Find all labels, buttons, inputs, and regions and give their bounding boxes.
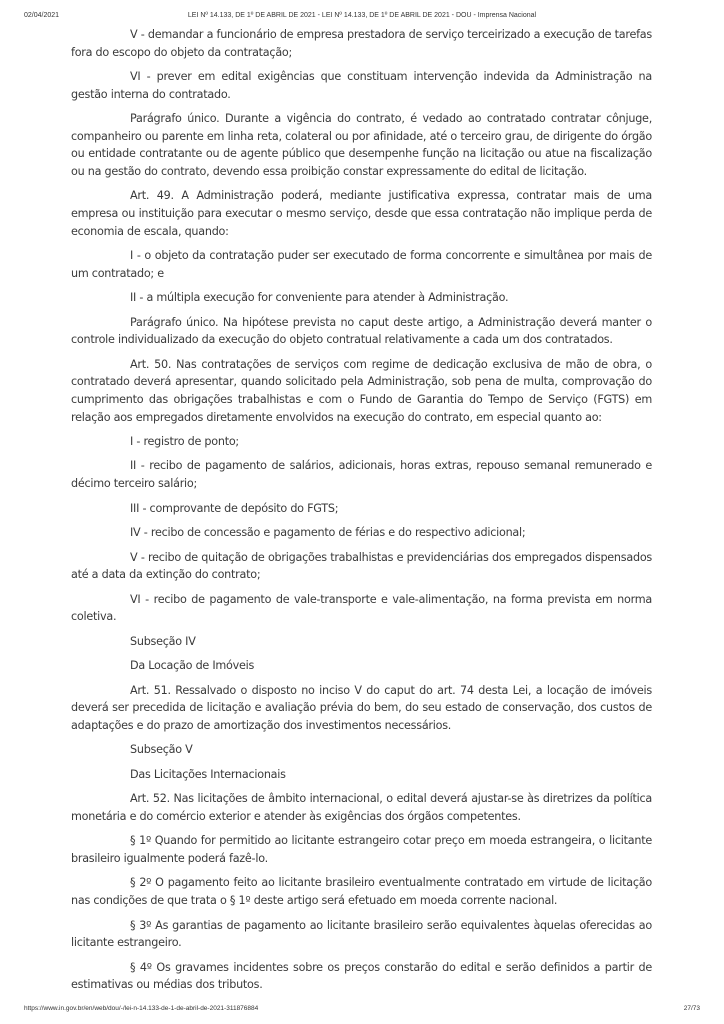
page-header-title: LEI Nº 14.133, DE 1º DE ABRIL DE 2021 - LEI Nº 14.133, DE 1º DE ABRIL DE 2021 - DOU - Imprensa Nacional — [187, 12, 537, 19]
paragraph: Art. 50. Nas contratações de serviços com regime de dedicação exclusiva de mão de obra, o contratado deverá apresentar, quando solicitado pela Administração, sob pena de multa, comprovação do cumprimento das obrigações trabalhistas e com o Fundo de Garantia do Tempo de Serviço (FGTS) em relação aos empregados diretamente envolvidos na execução do contrato, em especial quanto ao: — [71, 357, 652, 424]
paragraph: Parágrafo único. Na hipótese prevista no caput deste artigo, a Administração deverá manter o controle individualizado da execução do objeto contratual relativamente a cada um dos contratados. — [71, 315, 652, 347]
paragraph: § 1º Quando for permitido ao licitante estrangeiro cotar preço em moeda estrangeira, o licitante brasileiro igualmente poderá fazê-lo. — [71, 834, 652, 865]
paragraph: I - o objeto da contratação puder ser executado de forma concorrente e simultânea por mais de um contratado; e — [71, 249, 652, 280]
paragraph: III - comprovante de depósito do FGTS; — [130, 501, 339, 515]
page-number: 27/73 — [683, 1005, 700, 1012]
page-url: https://www.in.gov.br/en/web/dou/-/lei-n-14.133-de-1-de-abril-de-2021-311876884 — [24, 1005, 259, 1012]
paragraph: § 4º Os gravames incidentes sobre os preços constarão do edital e serão definidos a partir de estimativas ou médias dos tributos. — [71, 960, 652, 992]
subsection-title: Das Licitações Internacionais — [130, 767, 286, 781]
paragraph: Art. 52. Nas licitações de âmbito internacional, o edital deverá ajustar-se às diretrizes da política monetária e do comércio exterior e atender às exigências dos órgãos competentes. — [71, 792, 652, 823]
paragraph: Parágrafo único. Durante a vigência do contrato, é vedado ao contratado contratar cônjuge, companheiro ou parente em linha reta, colateral ou por afinidade, até o terceiro grau, de dirigente do órgão ou entidade contratante ou de agente público que desempenhe função na licitação ou atue na fiscalização ou na gestão do contrato, devendo essa proibição constar expressamente do edital de licitação. — [71, 112, 652, 178]
paragraph: VI - recibo de pagamento de vale-transporte e vale-alimentação, na forma prevista em norma coletiva. — [71, 592, 652, 624]
paragraph: § 2º O pagamento feito ao licitante brasileiro eventualmente contratado em virtude de licitação nas condições de que trata o § 1º deste artigo será efetuado em moeda corrente nacional. — [71, 876, 652, 908]
paragraph: V - demandar a funcionário de empresa prestadora de serviço terceirizado a execução de tarefas fora do escopo do objeto da contratação; — [71, 28, 652, 59]
document-body — [71, 26, 652, 1001]
paragraph: II - a múltipla execução for conveniente para atender à Administração. — [130, 291, 509, 305]
subsection-heading: Subseção IV — [130, 634, 196, 648]
paragraph: I - registro de ponto; — [130, 435, 239, 448]
paragraph: II - recibo de pagamento de salários, adicionais, horas extras, repouso semanal remunerado e décimo terceiro salário; — [71, 459, 652, 491]
paragraph: V - recibo de quitação de obrigações trabalhistas e previdenciárias dos empregados dispensados até a data da extinção do contrato; — [71, 550, 652, 582]
print-date: 02/04/2021 — [24, 12, 60, 19]
paragraph: Art. 49. A Administração poderá, mediante justificativa expressa, contratar mais de uma empresa ou instituição para executar o mesmo serviço, desde que essa contratação não implique perda de economia de escala, quando: — [71, 189, 652, 238]
paragraph: § 3º As garantias de pagamento ao licitante brasileiro serão equivalentes àquelas oferecidas ao licitante estrangeiro. — [71, 918, 652, 950]
paragraph: IV - recibo de concessão e pagamento de férias e do respectivo adicional; — [130, 526, 526, 540]
subsection-heading: Subseção V — [130, 743, 193, 757]
subsection-title: Da Locação de Imóveis — [130, 659, 255, 673]
paragraph: VI - prever em edital exigências que constituam intervenção indevida da Administração na gestão interna do contratado. — [71, 70, 652, 101]
paragraph: Art. 51. Ressalvado o disposto no inciso V do caput do art. 74 desta Lei, a locação de imóveis deverá ser precedida de licitação e avaliação prévia do bem, do seu estado de conservação, dos custos de adaptações e do prazo de amortização dos investimentos necessários. — [71, 683, 652, 732]
